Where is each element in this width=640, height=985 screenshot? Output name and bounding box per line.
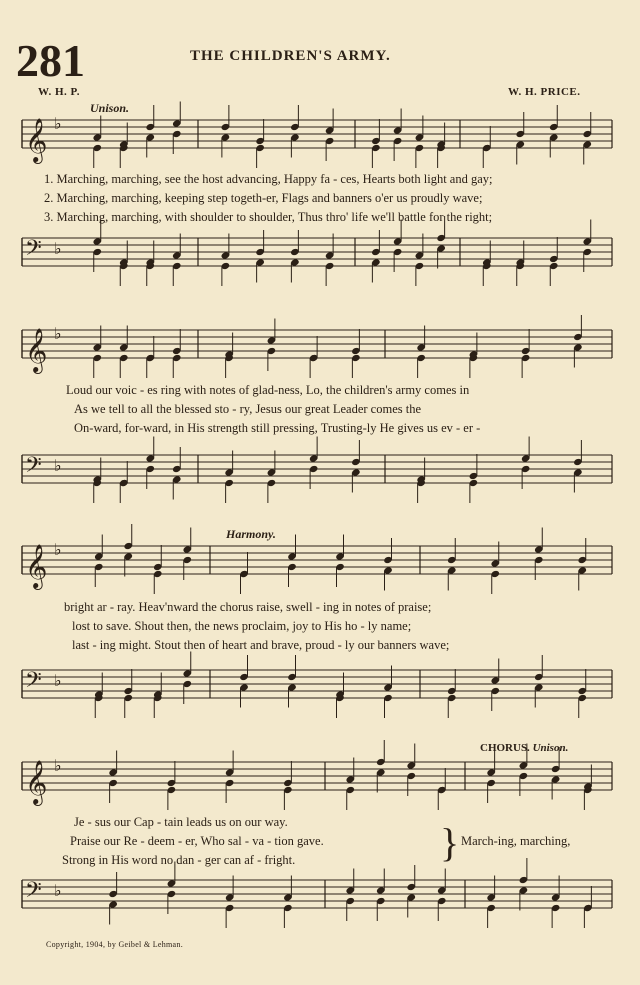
flat-key-signature-icon: ♭ <box>54 116 62 133</box>
unison-marking: Unison. <box>90 101 130 115</box>
hymn-number: 281 <box>16 35 85 86</box>
lyric-line: On-ward, for-ward, in His strength still pressing, Trusting-ly He gives us ev - er - <box>74 421 481 435</box>
bass-staff-system-3 <box>0 660 640 730</box>
music-credit: W. H. PRICE. <box>508 86 581 98</box>
lyric-line: lost to save. Shout then, the news proclaim, joy to His ho - ly name; <box>72 619 412 633</box>
lyric-line: 1. Marching, marching, see the host advancing, Happy fa - ces, Hearts both light and gay; <box>44 172 493 186</box>
bass-staff-system-1 <box>0 228 640 298</box>
chorus-lyric: March-ing, marching, <box>461 834 571 848</box>
lyric-line: last - ing might. Stout then of heart and brave, proud - ly our banners wave; <box>72 638 450 652</box>
treble-staff-system-4 <box>0 752 640 822</box>
treble-clef-icon: 𝄞 <box>25 760 48 804</box>
flat-key-signature-icon: ♭ <box>54 542 62 559</box>
treble-staff-system-3 <box>0 536 640 606</box>
lyric-line: 2. Marching, marching, keeping step togeth-er, Flags and banners o'er us proudly wave; <box>44 191 483 205</box>
chorus-label: CHORUS. <box>480 742 530 754</box>
treble-staff-system-2 <box>0 320 640 390</box>
lyric-line: 3. Marching, marching, with shoulder to shoulder, Thus thro' life we'll battle for the right; <box>44 210 493 224</box>
lyric-line: Praise our Re - deem - er, Who sal - va - tion gave. <box>70 834 324 848</box>
flat-key-signature-icon: ♭ <box>54 326 62 343</box>
bass-staff-system-4 <box>0 870 640 940</box>
treble-clef-icon: 𝄞 <box>25 328 48 372</box>
bass-staff-system-2 <box>0 445 640 515</box>
treble-clef-icon: 𝄞 <box>25 544 48 588</box>
harmony-marking: Harmony. <box>226 527 276 541</box>
verse-brace: } <box>440 820 460 865</box>
flat-key-signature-icon: ♭ <box>54 458 62 475</box>
flat-key-signature-icon: ♭ <box>54 241 62 258</box>
bass-clef-icon: 𝄢 <box>25 453 42 483</box>
flat-key-signature-icon: ♭ <box>54 883 62 900</box>
flat-key-signature-icon: ♭ <box>54 758 62 775</box>
copyright-notice: Copyright, 1904, by Geibel & Lehman. <box>46 940 184 949</box>
lyric-line: As we tell to all the blessed sto - ry, Jesus our great Leader comes the <box>74 402 422 416</box>
bass-clef-icon: 𝄢 <box>25 878 42 908</box>
lyric-line: Loud our voic - es ring with notes of glad-ness, Lo, the children's army comes in <box>66 383 470 397</box>
treble-clef-icon: 𝄞 <box>25 118 48 162</box>
lyric-line: Je - sus our Cap - tain leads us on our way. <box>74 815 288 829</box>
treble-staff-system-1 <box>0 110 640 180</box>
lyric-line: Strong in His word no dan - ger can af - fright. <box>62 853 296 867</box>
hymn-title: THE CHILDREN'S ARMY. <box>190 48 391 64</box>
words-credit: W. H. P. <box>38 86 81 98</box>
lyric-line: bright ar - ray. Heav'nward the chorus raise, swell - ing in notes of praise; <box>64 600 432 614</box>
chorus-unison-label: Unison. <box>532 742 569 754</box>
bass-clef-icon: 𝄢 <box>25 236 42 266</box>
flat-key-signature-icon: ♭ <box>54 673 62 690</box>
bass-clef-icon: 𝄢 <box>25 668 42 698</box>
